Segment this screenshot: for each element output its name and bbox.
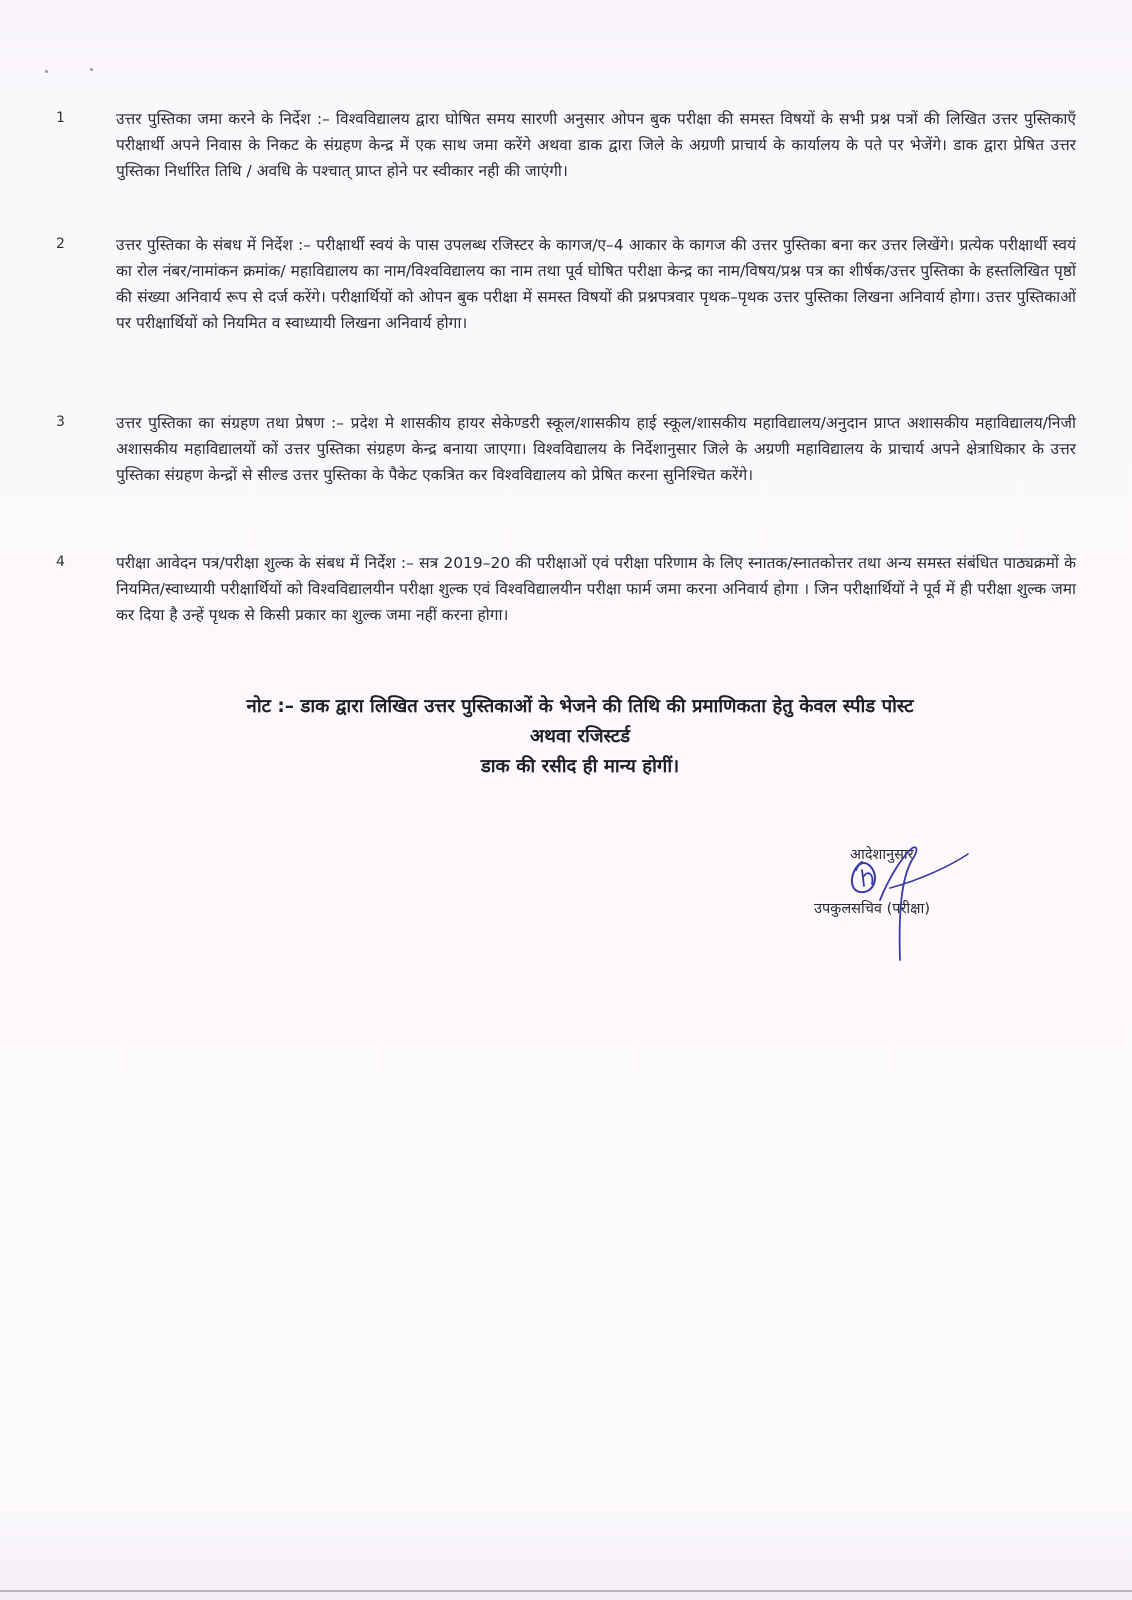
- item-text: उत्तर पुस्तिका का संग्रहण तथा प्रेषण :– प्रदेश मे शासकीय हायर सेकेण्डरी स्कूल/शासकीय हाई स्कूल/शासकीय महाविद्यालय/अनुदान प्राप्त अशासकीय महाविद्यालय/निजी अशासकीय महाविद्यालयों कों उत्तर पुस्तिका संग्रहण केन्द्र बनाया जाएगा। विश्वविद्यालय के निर्देशानुसार जिले के अग्रणी महाविद्यालय के प्राचार्य अपने क्षेत्राधिकार के उत्तर पुस्तिका संग्रहण केन्द्रों से सील्ड उत्तर पुस्तिका के पैकेट एकत्रित कर विश्वविद्यालय को प्रेषित करना सुनिश्चित करेंगे।: [116, 414, 1076, 484]
- item-text: उत्तर पुस्तिका के संबध में निर्देश :– परीक्षार्थी स्वयं के पास उपलब्ध रजिस्टर के कागज/ए–4 आकार के कागज की उत्तर पुस्तिका बना कर उत्तर लिखेंगे। प्रत्येक परीक्षार्थी स्वयं का रोल नंबर/नामांकन क्रमांक/ महाविद्यालय का नाम/विश्वविद्यालय का नाम तथा पूर्व घोषित परीक्षा केन्द्र का नाम/विषय/प्रश्न पत्र का शीर्षक/उत्तर पुस्तिका के हस्तलिखित पृष्ठों की संख्या अनिवार्य रूप से दर्ज करेंगे। परीक्षार्थियों को ओपन बुक परीक्षा में समस्त विषयों की प्रश्नपत्रवार पृथक–पृथक उत्तर पुस्तिका लिखना अनिवार्य होगा। उत्तर पुस्तिकाओं पर परीक्षार्थियों को नियमित व स्वाध्यायी लिखना अनिवार्य होगा।: [116, 236, 1076, 332]
- item-number: 2: [56, 236, 65, 252]
- designation: उपकुलसचिव (परीक्षा): [814, 901, 930, 917]
- note-block: [130, 692, 1030, 782]
- note-line-1: नोट :– डाक द्वारा लिखित उत्तर पुस्तिकाओं के भेजने की तिथि की प्रमाणिकता हेतु केवल स्पीड पोस्ट: [246, 696, 914, 717]
- signature-block: [800, 840, 1000, 990]
- item-text: परीक्षा आवेदन पत्र/परीक्षा शुल्क के संबध में निर्देश :– सत्र 2019–20 की परीक्षाओं एवं परीक्षा परिणाम के लिए स्नातक/स्नातकोत्तर तथा अन्य समस्त संबंधित पाठ्यक्रमों के नियमित/स्वाध्यायी परीक्षार्थियों को विश्वविद्यालयीन परीक्षा शुल्क एवं विश्वविद्यालयीन परीक्षा फार्म जमा करना अनिवार्य होगा । जिन परीक्षार्थियों ने पूर्व में ही परीक्षा शुल्क जमा कर दिया है उन्हें पृथक से किसी प्रकार का शुल्क जमा नहीं करना होगा।: [116, 554, 1076, 624]
- item-text: उत्तर पुस्तिका जमा करने के निर्देश :– विश्वविद्यालय द्वारा घोषित समय सारणी अनुसार ओपन बुक परीक्षा की समस्त विषयों के सभी प्रश्न पत्रों की लिखित उत्तर पुस्तिकाएँ परीक्षार्थी अपने निवास के निकट के संग्रहण केन्द्र में एक साथ जमा करेंगे अथवा डाक द्वारा जिले के अग्रणी प्राचार्य के कार्यालय के पते पर भेजेंगे। डाक द्वारा प्रेषित उत्तर पुस्तिका निर्धारित तिथि / अवधि के पश्चात् प्राप्त होने पर स्वीकार नही की जाएंगी।: [116, 110, 1076, 180]
- item-number: 1: [56, 110, 65, 126]
- note-line-3: डाक की रसीद ही मान्य होगीं।: [480, 756, 680, 777]
- order-text: आदेशानुसार: [850, 847, 914, 863]
- handwritten-signature-icon: [800, 840, 1000, 990]
- scan-speck: [45, 70, 48, 73]
- item-number: 4: [56, 554, 65, 570]
- page-bottom-edge: [0, 1590, 1132, 1592]
- scan-speck: [90, 68, 93, 71]
- note-line-2: अथवा रजिस्टर्ड: [530, 726, 630, 747]
- item-number: 3: [56, 414, 65, 430]
